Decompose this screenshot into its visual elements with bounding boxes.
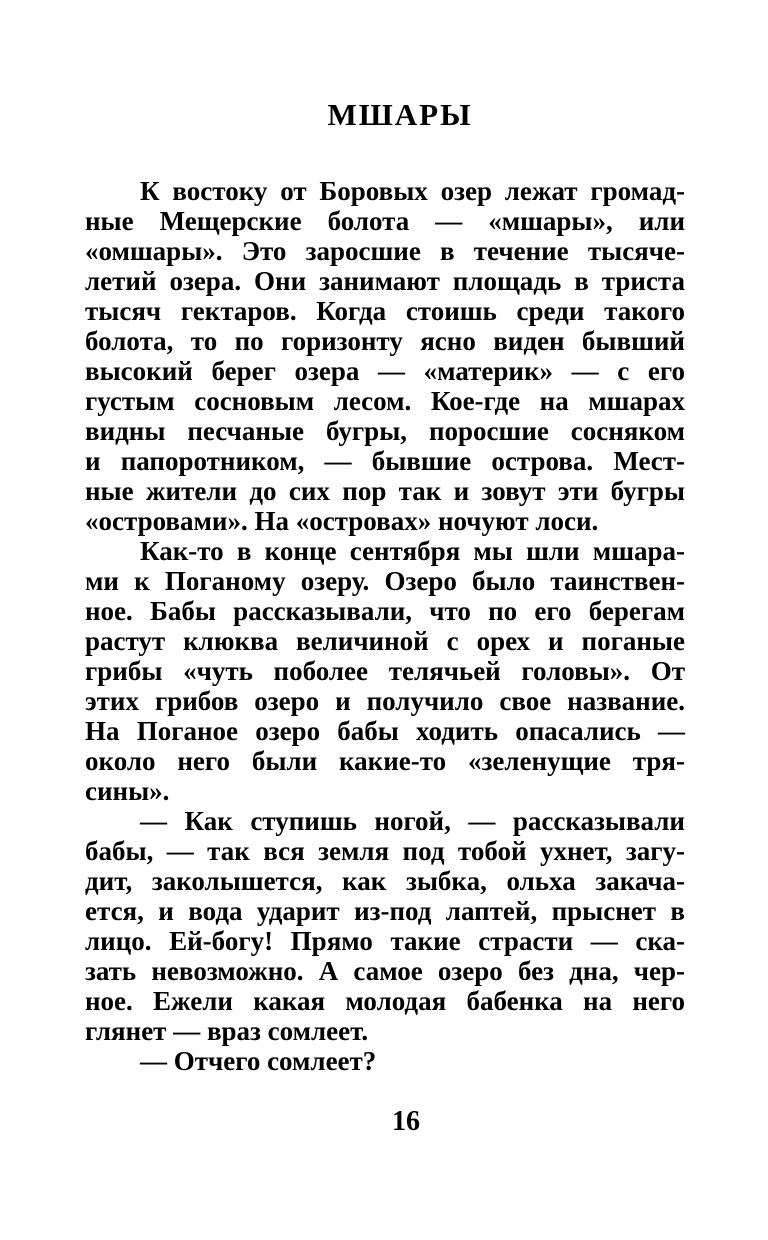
text-line: около него были какие-то «зеленущие тря- [85, 746, 685, 776]
text-line: тысяч гектаров. Когда стоишь среди такого [85, 296, 685, 326]
text-line: зать невозможно. А самое озеро без дна, чер- [85, 956, 685, 986]
text-line: К востоку от Боровых озер лежат громад- [140, 176, 685, 206]
text-line: грибы «чуть поболее телячьей головы». От [85, 656, 685, 686]
text-line: лицо. Ей-богу! Прямо такие страсти — ска- [85, 926, 685, 956]
text-line: болота, то по горизонту ясно виден бывший [85, 326, 685, 356]
text-line: ется, и вода ударит из-под лаптей, прыснет в [85, 896, 685, 926]
text-line: бабы, — так вся земля под тобой ухнет, загу- [85, 836, 685, 866]
page-number: 16 [392, 1106, 420, 1137]
text-block [85, 176, 685, 1076]
text-line: густым сосновым лесом. Кое-где на мшарах [85, 386, 685, 416]
text-line: ное. Ежели какая молодая бабенка на него [85, 986, 685, 1016]
text-line: растут клюква величиной с орех и поганые [85, 626, 685, 656]
text-line: летий озера. Они занимают площадь в триста [85, 266, 685, 296]
text-line: «омшары». Это заросшие в течение тысяче- [85, 236, 685, 266]
text-line: ные жители до сих пор так и зовут эти бугры [85, 476, 685, 506]
text-line: глянет — враз сомлеет. [85, 1016, 369, 1046]
text-line: этих грибов озеро и получило свое название. [85, 686, 685, 716]
text-line: Как-то в конце сентября мы шли мшара- [140, 536, 685, 566]
text-line: сины». [85, 776, 170, 806]
text-line: ные Мещерские болота — «мшары», или [85, 206, 685, 236]
text-line: — Как ступишь ногой, — рассказывали [140, 806, 685, 836]
text-line: видны песчаные бугры, поросшие сосняком [85, 416, 685, 446]
text-line: и папоротником, — бывшие острова. Мест- [85, 446, 685, 476]
text-line: ми к Поганому озеру. Озеро было таинствен- [85, 566, 685, 596]
text-line: «островами». На «островах» ночуют лоси. [85, 506, 599, 536]
text-line: дит, заколышется, как зыбка, ольха закача- [85, 866, 685, 896]
text-line: — Отчего сомлеет? [140, 1046, 377, 1076]
text-line: ное. Бабы рассказывали, что по его берегам [85, 596, 685, 626]
text-line: На Поганое озеро бабы ходить опасались — [85, 716, 685, 746]
text-line: высокий берег озера — «материк» — с его [85, 356, 685, 386]
page-title: МШАРЫ [327, 97, 473, 132]
